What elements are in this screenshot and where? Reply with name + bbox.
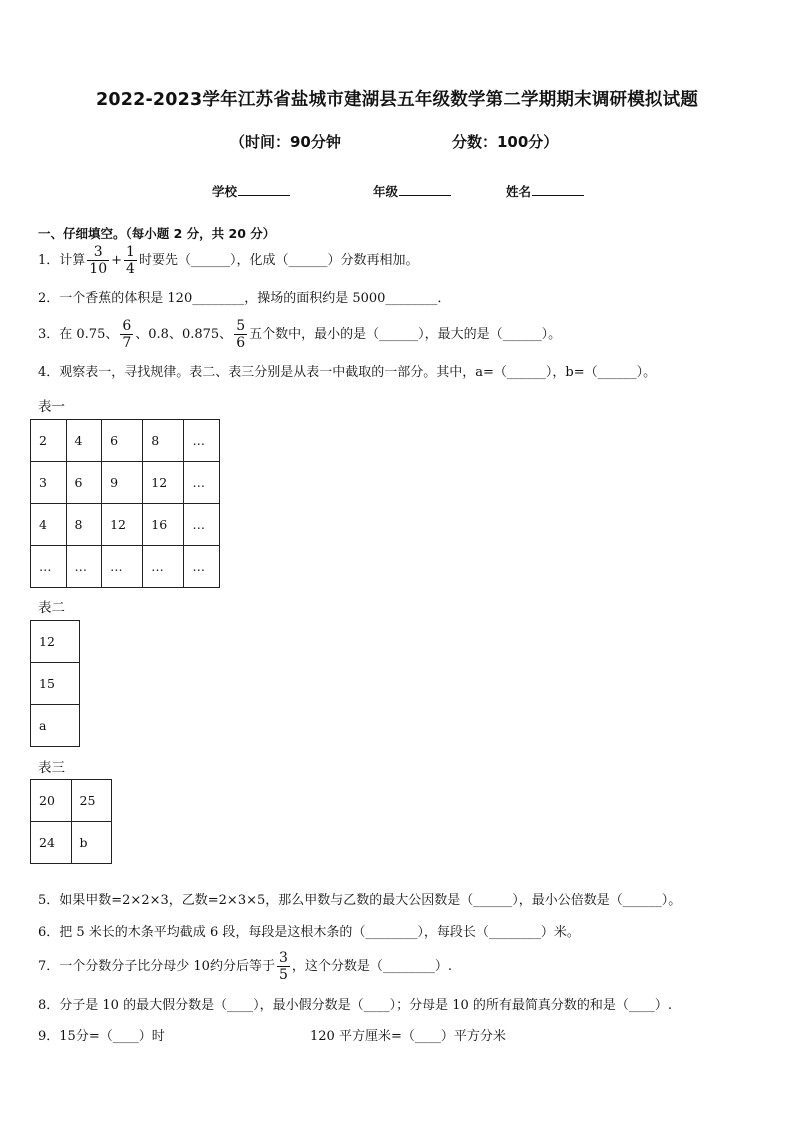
grade-label: 年级 [373,184,399,199]
q3-f2-denominator: 6 [236,335,246,351]
table-cell: 9 [102,462,143,504]
table-cell: 12 [31,621,80,663]
table-cell: … [143,546,184,588]
table-cell: … [102,546,143,588]
q1-suffix: 时要先（______），化成（______）分数再相加。 [138,253,419,268]
section-heading: 一、仔细填空。（每小题 2 分，共 20 分） [38,226,276,241]
school-blank[interactable] [238,183,290,196]
table-cell: 20 [31,780,72,822]
table-cell: 25 [71,780,112,822]
table-cell: … [184,504,220,546]
q1-f1-denominator: 10 [89,261,108,277]
table-cell: … [184,462,220,504]
table-cell: 15 [31,663,80,705]
table-row [31,621,80,663]
table-2 [30,620,80,747]
q3-fraction-2 [234,318,247,351]
grade-field[interactable] [373,182,451,200]
table-cell: 4 [66,420,102,462]
table-cell: b [71,822,112,864]
table-cell: 2 [31,420,67,462]
name-blank[interactable] [532,183,584,196]
table-row [31,705,80,747]
table-row [31,420,220,462]
exam-title: 2022-2023学年江苏省盐城市建湖县五年级数学第二学期期末调研模拟试题 [95,90,699,110]
table-2-label: 表二 [38,600,65,616]
q1-f2-numerator: 1 [126,244,135,260]
q7-fraction [277,950,290,983]
table-3-label: 表三 [38,760,65,776]
table-row [31,546,220,588]
q7-suffix: ，这个分数是（________）. [291,959,453,974]
table-cell: 12 [102,504,143,546]
table-cell: 8 [143,420,184,462]
q3-prefix: 3．在 0.75、 [38,327,119,342]
q7-numerator: 3 [278,950,288,966]
q1-prefix: 1．计算 [38,253,86,268]
q3-f1-numerator: 6 [122,318,132,334]
table-cell: … [66,546,102,588]
table-cell: 3 [31,462,67,504]
q1-plus: + [111,253,123,268]
table-cell: 4 [31,504,67,546]
table-3 [30,779,112,864]
table-cell: … [184,546,220,588]
question-1 [38,244,418,277]
q7-prefix: 7．一个分数分子比分母少 10约分后等于 [38,959,275,974]
table-row [31,504,220,546]
q3-f1-denominator: 7 [122,335,132,351]
q3-mid: 、0.8、0.875、 [135,327,233,342]
question-9-right: 120 平方厘米=（____）平方分米 [310,1029,506,1044]
exam-score: 分数：100分） [452,133,559,151]
exam-time: （时间：90分钟 [230,133,341,151]
table-row [31,822,112,864]
question-4: 4．观察表一，寻找规律。表二、表三分别是从表一中截取的一部分。其中，a=（______），b=（______）。 [38,365,657,380]
question-5: 5．如果甲数=2×2×3，乙数=2×3×5，那么甲数与乙数的最大公因数是（______），最小公倍数是（______）。 [38,893,682,908]
table-cell: 16 [143,504,184,546]
q3-suffix: 五个数中，最小的是（______），最大的是（______）。 [249,327,562,342]
table-cell: a [31,705,80,747]
question-7 [38,950,452,983]
table-row [31,663,80,705]
table-row [31,780,112,822]
q3-f2-numerator: 5 [236,318,246,334]
name-field[interactable] [506,182,584,200]
q1-fraction-1 [87,244,109,277]
school-label: 学校 [212,184,238,199]
table-row [31,462,220,504]
table-cell: … [31,546,67,588]
table-cell: … [184,420,220,462]
table-cell: 24 [31,822,72,864]
question-2: 2．一个香蕉的体积是 120________，操场的面积约是 5000________． [38,291,451,306]
table-cell: 8 [66,504,102,546]
question-9-left: 9．15分=（____）时 [38,1029,165,1044]
q1-fraction-2 [124,244,137,277]
table-cell: 6 [102,420,143,462]
table-1 [30,419,220,588]
question-3 [38,318,561,351]
q1-f1-numerator: 3 [87,244,109,261]
question-6: 6．把 5 米长的木条平均截成 6 段，每段是这根木条的（________），每段长（________）米。 [38,925,580,940]
question-8: 8．分子是 10 的最大假分数是（____），最小假分数是（____）；分母是 10 的所有最简真分数的和是（____）. [38,998,673,1013]
name-label: 姓名 [506,184,532,199]
school-field[interactable] [212,182,290,200]
q1-f2-denominator: 4 [126,261,135,277]
table-cell: 12 [143,462,184,504]
q3-fraction-1 [120,318,133,351]
q7-denominator: 5 [278,967,288,983]
table-cell: 6 [66,462,102,504]
table-1-label: 表一 [38,399,65,415]
grade-blank[interactable] [399,183,451,196]
